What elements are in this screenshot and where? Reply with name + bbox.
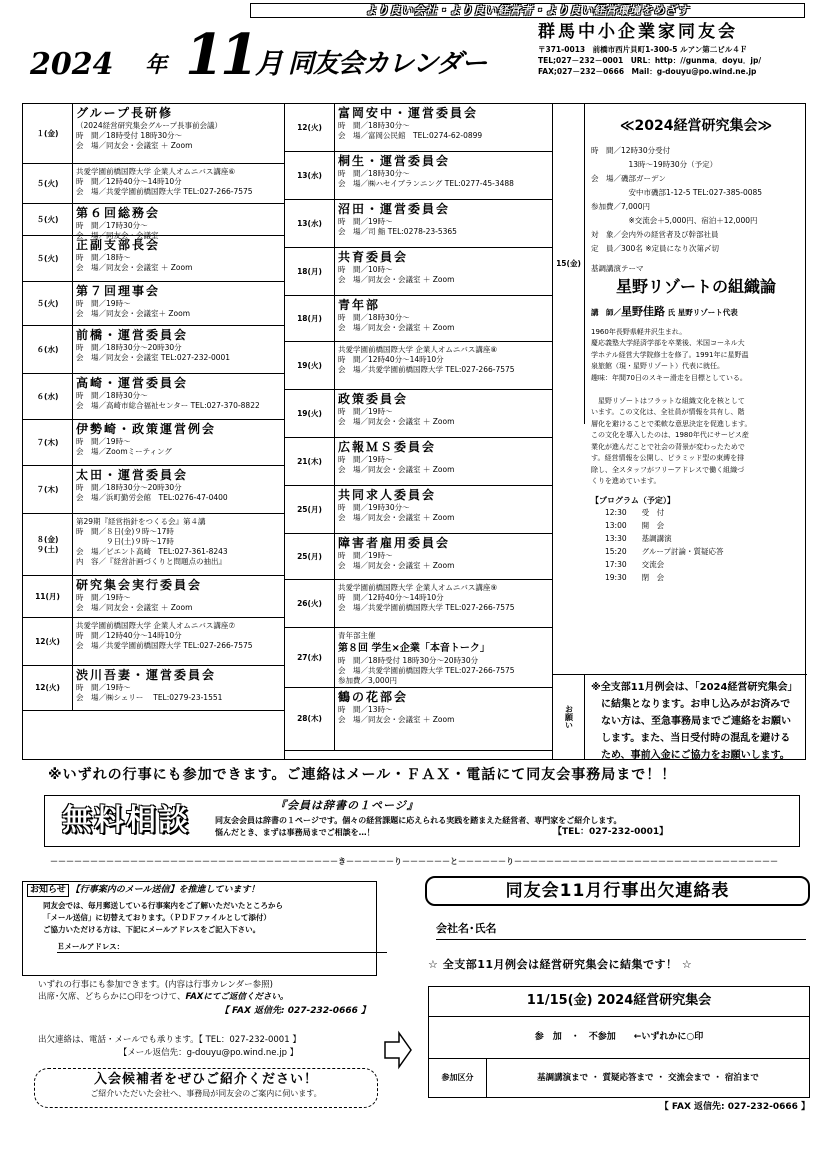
event-body: [73, 576, 284, 617]
event-row: [285, 628, 552, 688]
event-row: [285, 390, 552, 438]
event-body: [335, 534, 552, 579]
page-title: [30, 18, 550, 88]
calendar-column-1: [23, 104, 285, 759]
event-detail: 時 間／19時30分～: [338, 503, 410, 512]
event-row: [23, 666, 284, 711]
speaker-name: 星野佳路: [621, 304, 665, 318]
research-meeting-info: 時 間／12時30分受付 13時～19時30分（予定） 会 場／磯部ガーデン 安中市磯部1-12-5 TEL:027-385-0085 参加費／7,000円 ※交流会＋5,000円、宿泊＋12,000円 対 象／会内外の経営者及び幹部社員 定 員／300名 ※定員になり次第〆切: [591, 145, 763, 253]
tel-line: TEL;027－232－0001 URL：http：//gunma．doyu．jp/: [538, 56, 762, 65]
research-meeting-title: ≪2024経営研究集会≫: [619, 118, 773, 134]
event-body: [335, 296, 552, 341]
event-detail: 時 間／10時～: [338, 265, 393, 274]
request-text: ※全支部11月例会は、「2024経営研究集会」 に結集となります。お申し込みがお済みで ない方は、至急事務局までご連絡をお願い します。また、当日受付時の混乱を避ける ため、事前入金にご協力をお願いします。: [585, 674, 807, 759]
form-notice: ☆ 全支部11月例会は経営研究集会に結集です！ ☆: [428, 958, 693, 971]
event-body: [73, 618, 284, 665]
event-detail: 時 間／18時～: [76, 253, 131, 262]
event-date: 18(月): [285, 296, 335, 341]
org-name: 群馬中小企業家同友会: [538, 22, 738, 42]
event-title: 伊勢崎・政策運営例会: [76, 422, 217, 436]
event-detail: 時 間／12時40分～14時10分: [76, 631, 182, 640]
event-detail: 時 間／８日(金)９時～17時: [76, 527, 174, 536]
event-title: 第７回理事会: [76, 284, 161, 298]
event-date: 12(火): [285, 104, 335, 151]
event-body: [335, 688, 552, 750]
event-row: [285, 580, 552, 628]
event-row: [23, 618, 284, 666]
event-subtitle: 共愛学園前橋国際大学 企業人オムニバス講座⑧: [338, 345, 498, 354]
attendance-category-row: [429, 1059, 809, 1097]
event-date: 13(水): [285, 200, 335, 247]
event-detail: ９日(土)９時～17時: [76, 537, 174, 546]
event-row: [23, 326, 284, 374]
speaker-label: 講 師／: [591, 307, 621, 317]
event-title: 桐生・運営委員会: [338, 154, 451, 168]
event-detail: 会 場／共愛学園前橋国際大学 TEL:027-266-7575: [338, 603, 515, 612]
program-heading: 【プログラム（予定）】: [591, 495, 675, 505]
event-subtitle: 共愛学園前橋国際大学 企業人オムニバス講座⑥: [76, 167, 236, 176]
event-title: 共育委員会: [338, 250, 409, 264]
event-body: [73, 164, 284, 203]
event-body: [73, 104, 284, 163]
event-body: [335, 200, 552, 247]
event-date: 25(月): [285, 486, 335, 533]
event-body: [335, 248, 552, 295]
event-body: [335, 104, 552, 151]
event-detail: 会 場／Zoomミーティング: [76, 447, 172, 456]
event-body: [73, 466, 284, 513]
attendance-table: [428, 986, 810, 1098]
event-row: [285, 534, 552, 580]
event-body: [73, 514, 284, 575]
event-date: 25(月): [285, 534, 335, 579]
event-detail: 時 間／17時30分～: [76, 221, 148, 230]
event-detail: 時 間／12時40分～14時10分: [338, 355, 444, 364]
event-body: [73, 326, 284, 373]
cut-line: －－－－－－－－－－－－－－－－－－－－－－－－－－－－－－－－－－－－き－－－－－－り－－－－－－と－－－－－－り－－－－－－－－－－－－－－－－－－－－－－－－－－－－－－－－－: [50, 857, 778, 866]
email-field[interactable]: Ｅメールアドレス：: [57, 942, 387, 952]
event-body: [335, 438, 552, 485]
event-detail: 時 間／18時30分～: [338, 313, 410, 322]
event-detail: 会 場／共愛学園前橋国際大学 TEL:027-266-7575: [76, 187, 253, 196]
notice-body: 同友会では、毎月郵送している行事案内をご了解いただいたところから 「メール送信」に切替えております。（ＰＤＦファイルとして添付） ご協力いただける方は、下記にメールアドレスをご記入下さい。: [43, 901, 283, 935]
request-label: お願い: [553, 674, 585, 759]
event-body: [73, 282, 284, 325]
attendance-event: 11/15(金) 2024経営研究集会: [429, 987, 809, 1017]
event-date: ７(木): [23, 466, 73, 513]
event-title: 正副支部長会: [76, 238, 161, 252]
title-nen: 年: [145, 52, 168, 78]
event-body: [73, 374, 284, 419]
org-address: [538, 44, 823, 77]
event-title: 太田・運営委員会: [76, 468, 189, 482]
event-date: 21(木): [285, 438, 335, 485]
fax-return-1: 【 FAX 返信先: 027-232-0666 】: [219, 1006, 370, 1016]
title-name: 同友会カレンダー: [288, 49, 487, 79]
event-detail: 会 場／富岡公民館 TEL:0274-62-0899: [338, 131, 483, 140]
event-date: 13(水): [285, 152, 335, 199]
event-detail: 時 間／19時～: [338, 407, 393, 416]
keynote-theme: 星野リゾートの組織論: [615, 276, 776, 296]
event-title: 鶴の花部会: [338, 690, 409, 704]
event-note: （2024経営研究集会グループ長事前会議）: [76, 121, 222, 130]
consult-box: [44, 795, 800, 847]
event-subtitle: 青年部主催: [338, 631, 376, 640]
event-detail: 会 場／共愛学園前橋国際大学 TEL:027-266-7575: [76, 641, 253, 650]
event-title: 第８回 学生×企業「本音トーク」: [338, 643, 490, 654]
event-detail: 時 間／12時40分～14時10分: [76, 177, 182, 186]
event-date: 27(水): [285, 628, 335, 687]
event-detail: 会 場／同友会・会議室 ＋ Zoom: [338, 417, 455, 426]
title-getsu: 月: [255, 47, 284, 80]
event-row: [285, 248, 552, 296]
event-detail: 会 場／同友会・会議室 ＋ Zoom: [76, 263, 193, 272]
event-detail: 会 場／同友会・会議室 ＋ Zoom: [338, 465, 455, 474]
event-title: 富岡安中・運営委員会: [338, 106, 479, 120]
event-title: 共同求人委員会: [338, 488, 437, 502]
event-body: [73, 204, 284, 240]
event-detail: 会 場／同友会・会議室 TEL:027-232-0001: [76, 353, 231, 362]
event-row: [23, 204, 284, 240]
event-detail: 会 場／共愛学園前橋国際大学 TEL:027-266-7575: [338, 666, 515, 675]
event-row: [285, 296, 552, 342]
event-body: [335, 628, 552, 687]
participation-line1: いずれの行事にも参加できます。(内容は行事カレンダー参照): [38, 980, 273, 990]
event-detail: 時 間／13時～: [338, 705, 393, 714]
event-detail: 会 場／㈱ハセイブランニング TEL:0277-45-3488: [338, 179, 514, 188]
event-date: 19(火): [285, 390, 335, 437]
keynote-label: 基調講演テーマ: [591, 263, 644, 273]
notice-tag: お知らせ: [27, 884, 69, 897]
event-detail: 会 場／同友会・会議室: [76, 231, 159, 240]
event-body: [335, 390, 552, 437]
event-detail: 時 間／19時～: [76, 683, 131, 692]
speaker-title: 氏 星野リゾート代表: [665, 307, 738, 317]
event-date: ６(水): [23, 374, 73, 419]
arrow-right-icon: [383, 1030, 413, 1070]
event-detail: 時 間／18時受付 18時30分～: [76, 131, 183, 140]
event-title: 高崎・運営委員会: [76, 376, 189, 390]
tagline: より良い会社・より良い経営者・より良い経営環境をめざす: [250, 3, 805, 18]
event-title: 障害者雇用委員会: [338, 536, 451, 550]
event-body: [335, 342, 552, 389]
calendar-column-3: [553, 104, 807, 759]
consult-tel: 【TEL：027-232-0001】: [553, 827, 669, 837]
participation-line2: 出席･欠席、どちらかに○印をつけて、: [38, 992, 186, 1002]
event-body: [73, 666, 284, 710]
event-title: 青年部: [338, 298, 381, 312]
event-detail: 時 間／18時30分～: [338, 169, 410, 178]
event-detail: 時 間／19時～: [338, 217, 393, 226]
event-title: 前橋・運営委員会: [76, 328, 189, 342]
event-subtitle: 第29期『経営指針をつくる会』第４講: [76, 517, 206, 526]
address-line: 〒371-0013 前橋市西片貝町1-300-5 ルアン第二ビル４Ｆ: [538, 45, 748, 54]
event-detail: 会 場／ビエント高崎 TEL:027-361-8243: [76, 547, 228, 556]
event-detail: 時 間／19時～: [338, 551, 393, 560]
event-detail: 会 場／同友会・会議室 ＋ Zoom: [338, 275, 455, 284]
event-row: [23, 374, 284, 420]
company-name-field[interactable]: 会社名･氏名: [436, 922, 806, 940]
event-detail: 会 場／㈱シェリー TEL:0279-23-1551: [76, 693, 223, 702]
event-date: 11(月): [23, 576, 73, 617]
event-detail: 時 間／18時受付 18時30分～20時30分: [338, 656, 479, 665]
event-row: [23, 514, 284, 576]
event-body: [73, 236, 284, 281]
event-title: 政策委員会: [338, 392, 409, 406]
event-row: [285, 200, 552, 248]
event-detail: 会 場／同友会・会議室 ＋ Zoom: [76, 603, 193, 612]
event-date: ６(水): [23, 326, 73, 373]
event-row: [23, 236, 284, 282]
event-date: 12(火): [23, 666, 73, 710]
event-date: ８(金) ９(土): [23, 514, 73, 575]
event-detail: 時 間／19時～: [338, 455, 393, 464]
event-title: 研究集会実行委員会: [76, 578, 203, 592]
event-title: グループ長研修: [76, 106, 174, 120]
email-notice-box: [22, 881, 377, 976]
recruit-body: ご紹介いただいた会社へ、事務局が同友会のご案内に伺います。: [90, 1089, 322, 1099]
category-label: 参加区分: [429, 1059, 487, 1097]
event-row: [23, 164, 284, 204]
event-row: [285, 486, 552, 534]
event-body: [335, 580, 552, 627]
participation-notice: ※いずれの行事にも参加できます。ご連絡はメール・ＦＡＸ・電話にて同友会事務局まで！！: [48, 767, 677, 783]
event-detail: 時 間／18時30分～: [76, 391, 148, 400]
event-date: ５(火): [23, 204, 73, 235]
event-subtitle: 共愛学園前橋国際大学 企業人オムニバス講座⑨: [338, 583, 498, 592]
event-subtitle: 共愛学園前橋国際大学 企業人オムニバス講座⑦: [76, 621, 236, 630]
event-date: 12(火): [23, 618, 73, 665]
event-detail: 会 場／同友会・会議室 ＋ Zoom: [338, 561, 455, 570]
research-meeting: [585, 104, 807, 674]
consult-logo: 無料相談: [62, 803, 190, 839]
consult-title: 『会員は辞書の１ページ』: [275, 799, 419, 812]
event-detail: 会 場／同友会・会議室＋ Zoom: [76, 309, 191, 318]
title-month: 11: [185, 22, 255, 88]
event-detail: 内 容／『経営計画づくりと問題点の抽出』: [76, 557, 226, 566]
event-detail: 会 場／同友会・会議室 ＋ Zoom: [338, 513, 455, 522]
calendar-column-2: [285, 104, 553, 759]
event-body: [73, 420, 284, 465]
notice-title: 【行事案内のメール送信】を推進しています！: [70, 885, 260, 895]
event-row: [285, 152, 552, 200]
attendance-form-title: 同友会11月行事出欠連絡表: [425, 876, 810, 906]
event-detail: 会 場／共愛学園前橋国際大学 TEL:027-266-7575: [338, 365, 515, 374]
event-row: [23, 576, 284, 618]
event-row: [23, 420, 284, 466]
event-title: 第６回総務会: [76, 206, 161, 220]
event-detail: 時 間／12時40分～14時10分: [338, 593, 444, 602]
title-year: 2024: [30, 47, 114, 82]
event-detail: 会 場／同友会・会議室 ＋ Zoom: [338, 323, 455, 332]
calendar-grid: [22, 103, 806, 760]
event-date: 19(火): [285, 342, 335, 389]
event-detail: 時 間／19時～: [76, 299, 131, 308]
event-title: 広報ＭＳ委員会: [338, 440, 437, 454]
event-date: 18(月): [285, 248, 335, 295]
event-title: 沼田・運営委員会: [338, 202, 451, 216]
recruit-title: 入会候補者をぜひご紹介ください！: [93, 1072, 318, 1087]
program-list: 12:30 受 付 13:00 開 会 13:30 基調講演 15:20 グループ討論・質疑応答 17:30 交流会 19:30 閉 会: [605, 507, 724, 582]
fax-line: FAX;027－232－0666 Mail：g-douyu@po.wind.ne.jp: [538, 67, 757, 76]
fax-return-2: 【 FAX 返信先: 027-232-0666 】: [659, 1102, 810, 1112]
event-date: 28(木): [285, 688, 335, 750]
event-date: ５(火): [23, 282, 73, 325]
event-detail: 時 間／18時30分～20時30分: [76, 483, 182, 492]
event-date: １(金): [23, 104, 73, 163]
participation-fax-request: FAXにてご返信ください。: [185, 992, 289, 1002]
event-detail: 会 場／司 鮨 TEL:0278-23-5365: [338, 227, 457, 236]
attendance-choice[interactable]: 参 加 ・ 不参加 ←いずれかに○印: [429, 1017, 809, 1059]
speaker: [591, 305, 801, 319]
category-options[interactable]: 基調講演まで ・ 質疑応答まで ・ 交流会まで ・ 宿泊まで: [537, 1072, 759, 1083]
event-detail: 会 場／浜町勤労会館 TEL:0276-47-0400: [76, 493, 228, 502]
event-detail: 時 間／18時30分～20時30分: [76, 343, 182, 352]
event-row: [285, 688, 552, 751]
event-detail: 時 間／18時30分～: [338, 121, 410, 130]
event-title: 渋川吾妻・運営委員会: [76, 668, 217, 682]
event-detail: 会 場／高崎市総合福祉センター TEL:027-370-8822: [76, 401, 260, 410]
event-date: 26(火): [285, 580, 335, 627]
participation-info: [38, 979, 378, 1003]
contact-info: 出欠連絡は、電話・メールでも承ります。【 TEL：027-232-0001 】 【メール返信先：g-douyu@po.wind.ne.jp 】: [38, 1035, 301, 1058]
event-body: [335, 486, 552, 533]
event-detail: 会 場／同友会・会議室 ＋ Zoom: [76, 141, 193, 150]
event-detail: 時 間／19時～: [76, 593, 131, 602]
speaker-bio: 1960年長野県軽井沢生まれ。 慶応義塾大学経済学部を卒業後、米国コーネル大 学ホテル経営大学院修士を修了。1991年に星野温 泉旅館（現・星野リゾート）代表に就任。 趣味：年間70日のスキー滑走を目標としている。 星野リゾートはフラットな組織文化を核として います。この文化は、全社員が情報を共有し、階 層化を避けることで柔軟な意思決定を促進します。 この文化を導入したのは、1980年代にサービス産 業化が進んだことで社会の背景が変わったためで す。経営情報を公開し、ピラミッド型の束縛を排 除し、全スタッフがフリーアドレスで働く組織づ くりを進めています。: [591, 327, 752, 486]
event-row: [285, 438, 552, 486]
event-detail: 時 間／19時～: [76, 437, 131, 446]
event-row: [23, 466, 284, 514]
event-detail: 会 場／同友会・会議室 ＋ Zoom: [338, 715, 455, 724]
event-date: ５(火): [23, 164, 73, 203]
event-body: [335, 152, 552, 199]
recruit-box: [34, 1068, 378, 1108]
event-date: ５(火): [23, 236, 73, 281]
event-date: ７(木): [23, 420, 73, 465]
event-row: [23, 104, 284, 164]
event-row: [285, 104, 552, 152]
consult-body: 同友会会員は辞書の１ページです。個々の経営課題に応えられる実践を踏まえた経営者、専門家をご紹介します。 悩んだとき、まずは事務局までご相談を…！: [215, 816, 622, 837]
event-date: 15(金): [553, 104, 585, 424]
event-row: [23, 282, 284, 326]
event-row: [285, 342, 552, 390]
event-detail: 参加費／3,000円: [338, 676, 397, 685]
